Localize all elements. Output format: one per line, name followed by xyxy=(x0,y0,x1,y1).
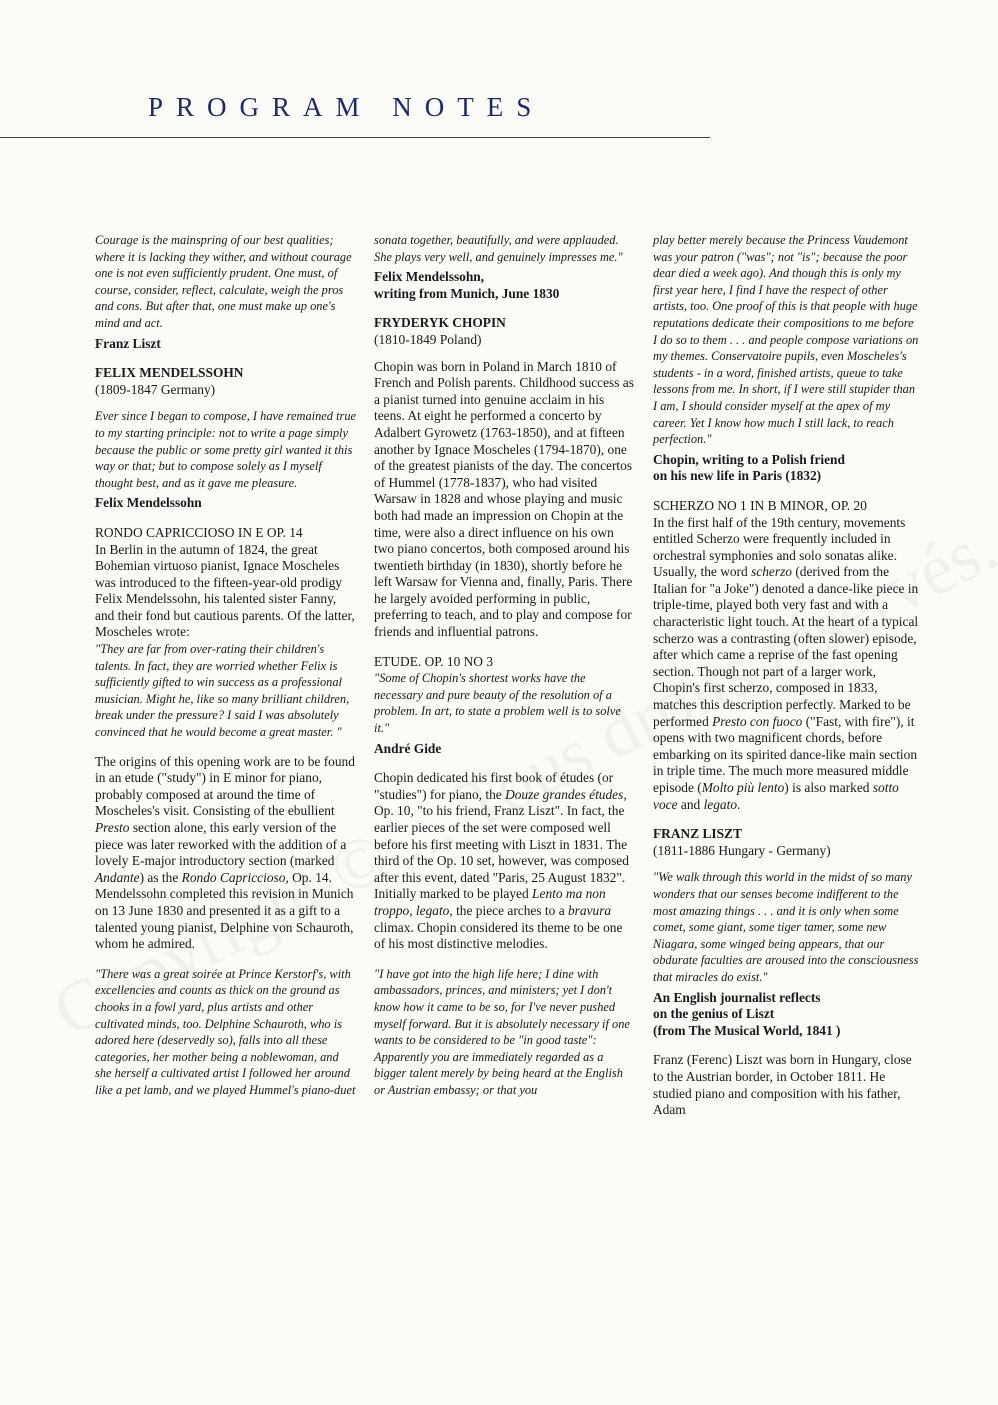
composer-heading: FRYDERYK CHOPIN xyxy=(374,315,506,331)
quote-attribution: Felix Mendelssohn, xyxy=(374,269,485,285)
quote-continued: sonata together, beautifully, and were applauded. She plays very well, and genuinely impresses me." xyxy=(374,233,623,264)
quote-attribution: on the genius of Liszt xyxy=(653,1006,775,1022)
composer-heading: FRANZ LISZT xyxy=(653,826,742,842)
quote-attribution: on his new life in Paris (1832) xyxy=(653,468,822,484)
mendelssohn-quote: Ever since I began to compose, I have remained true to my starting principle: not to write a page simply because the public or some pretty girl wanted it this way or that; but to compose solely as I myself thought best, and as it gave me pleasure. xyxy=(95,409,357,490)
gide-quote: "Some of Chopin's shortest works have the necessary and pure beauty of the resolution of a problem. In art, to state a problem well is to solve it." xyxy=(374,671,621,736)
composer-dates: (1809-1847 Germany) xyxy=(95,381,216,397)
piece-title: ETUDE. OP. 10 NO 3 xyxy=(374,653,494,669)
liszt-bio: Franz (Ferenc) Liszt was born in Hungary, close to the Austrian border, in October 1811. He studied piano and composition with his father, Adam xyxy=(653,1052,912,1118)
etude-paragraph: Chopin dedicated his first book of études (or "studies") for piano, the Douze grandes études, Op. 10, "to his friend, Franz Liszt". In fact, the earlier pieces of the set were composed well before his first meeting with Liszt in 1831. The third of the Op. 10 set, however, was composed after this event, dated "Paris, 25 August 1832". Initially marked to be played Lento ma non troppo, legato, the piece arches to a bravura climax. Chopin considered its theme to be one of his most distinctive melodies. xyxy=(374,770,629,952)
quote-attribution: An English journalist reflects xyxy=(653,989,821,1005)
chopin-bio: Chopin was born in Poland in March 1810 of French and Polish parents. Childhood success as a pianist turned into genuine acclaim in his teens. At eight he performed a concerto by Adalbert Gyrowetz (1763-1850), and at fifteen another by Ignace Moscheles (1794-1870), one of the greatest pianists of the day. The concertos of Hummel (1778-1837), who had visited Warsaw in 1828 and whose playing and music both had made an impression on Chopin at the time, were also a direct influence on his own two piano concertos, both composed around his twentieth birthday (in 1830), shortly before he left Warsaw for Vienna and, finally, Paris. There he largely avoided performing in public, preferring to teach, and to play and compose for friends and influential patrons. xyxy=(374,358,634,640)
composer-dates: (1810-1849 Poland) xyxy=(374,331,482,347)
quote-attribution: Chopin, writing to a Polish friend xyxy=(653,451,845,467)
column-2 xyxy=(374,232,636,1112)
piece-title: RONDO CAPRICCIOSO IN E OP. 14 xyxy=(95,524,303,540)
piece-paragraph: In Berlin in the autumn of 1824, the great Bohemian virtuoso pianist, Ignace Moscheles was introduced to the fifteen-year-old prodigy Felix Mendelssohn, his talented sister Fanny, and their fond but cautious parents. Of the latter, Moscheles wrote: xyxy=(95,541,355,640)
quote-attribution: André Gide xyxy=(374,740,442,756)
origins-paragraph: The origins of this opening work are to be found in an etude ("study") in E minor for piano, probably composed at around the time of Moscheles's visit. Consisting of the ebullient Presto section alone, this early version of the piece was later reworked with the addition of a lovely E-major introductory section (marked Andante) as the Rondo Capriccioso, Op. 14. Mendelssohn completed this revision in Munich on 13 June 1830 and presented it as a gift to a talented young pianist, Delphine von Schauroth, whom he admired. xyxy=(95,753,355,952)
composer-heading: FELIX MENDELSSOHN xyxy=(95,365,244,381)
quote-attribution: Franz Liszt xyxy=(95,335,161,351)
quote-attribution: writing from Munich, June 1830 xyxy=(374,285,560,301)
chopin-letter-continued: play better merely because the Princess Vaudemont was your patron ("was"; not "is"; because the poor dear died a week ago). And though this is only my first year here, I find I have the respect of other artists, too. One proof of this is that people with huge reputations dedicate their compositions to me before I do so to them . . . and people compose variations on my themes. Conservatoire pupils, even Moscheles's students - in a word, finished artists, queue to take lessons from me. In short, if I were still stupider than I am, I should consider myself at the apex of my career. Yet I know how much I still lack, to reach perfection." xyxy=(653,233,919,447)
piece-title: SCHERZO NO 1 IN B MINOR, OP. 20 xyxy=(653,497,867,513)
quote-attribution: (from The Musical World, 1841 ) xyxy=(653,1022,841,1038)
chopin-letter: "I have got into the high life here; I dine with ambassadors, princes, and ministers; yet I don't know how it came to be so, for I've never pushed myself forward. But it is absolutely necessary if one wants to be considered to be "in good taste": Apparently you are immediately regarded as a bigger talent merely by being heard at the English or Austrian embassy; or that you xyxy=(374,966,630,1097)
liszt-courage-quote: Courage is the mainspring of our best qualities; where it is lacking they wither, and without courage one is not even sufficiently prudent. One must, of course, consider, reflect, calculate, weigh the pros and cons. But after that, one must make up one's mind and act. xyxy=(95,233,352,330)
liszt-quote: "We walk through this world in the midst of so many wonders that our senses become indifferent to the most amazing things . . . and it is only when some comet, some giant, some tiger tamer, some new Niagara, some winged being appears, that our obdurate faculties are aroused into the consciousness that miracles do exist." xyxy=(653,870,919,984)
page-title: PROGRAM NOTES xyxy=(148,92,545,122)
title-divider xyxy=(0,137,710,138)
column-3 xyxy=(653,232,919,1132)
column-1 xyxy=(95,232,357,1112)
moscheles-quote: "They are far from over-rating their children's talents. In fact, they are worried whether Felix is sufficiently gifted to win success as a professional musician. Might he, like so many brilliant children, break under the pressure? I said I was absolutely convinced that he would become a great master. " xyxy=(95,642,350,740)
composer-dates: (1811-1886 Hungary - Germany) xyxy=(653,842,831,858)
quote-attribution: Felix Mendelssohn xyxy=(95,495,202,511)
soiree-quote: "There was a great soirée at Prince Kerstorf's, with excellencies and counts as thick on the ground as chooks in a fowl yard, plus artists and other cultivated minds, too. Delphine Schauroth, who is adored here (deservedly so), falls into all these categories, her mother being a noblewoman, and she herself a cultivated artist I followed her around like a pet lamb, and we played Hummel's piano-duet xyxy=(95,966,356,1097)
scherzo-paragraph: In the first half of the 19th century, movements entitled Scherzo were frequently included in orchestral symphonies and solo sonatas alike. Usually, the word scherzo (derived from the Italian for "a Joke") denoted a dance-like piece in triple-time, played both very fast and with a characteristic light touch. At the heart of a typical scherzo was a contrasting (often slower) episode, after which came a reprise of the fast opening section. Though not part of a larger work, Chopin's first scherzo, composed in 1833, matches this description perfectly. Marked to be performed Presto con fuoco ("Fast, with fire"), it opens with two magnificent chords, before embarking on its spirited dance-like main section in triple time. The much more measured middle episode (Molto più lento) is also marked sotto voce and legato. xyxy=(653,514,919,812)
